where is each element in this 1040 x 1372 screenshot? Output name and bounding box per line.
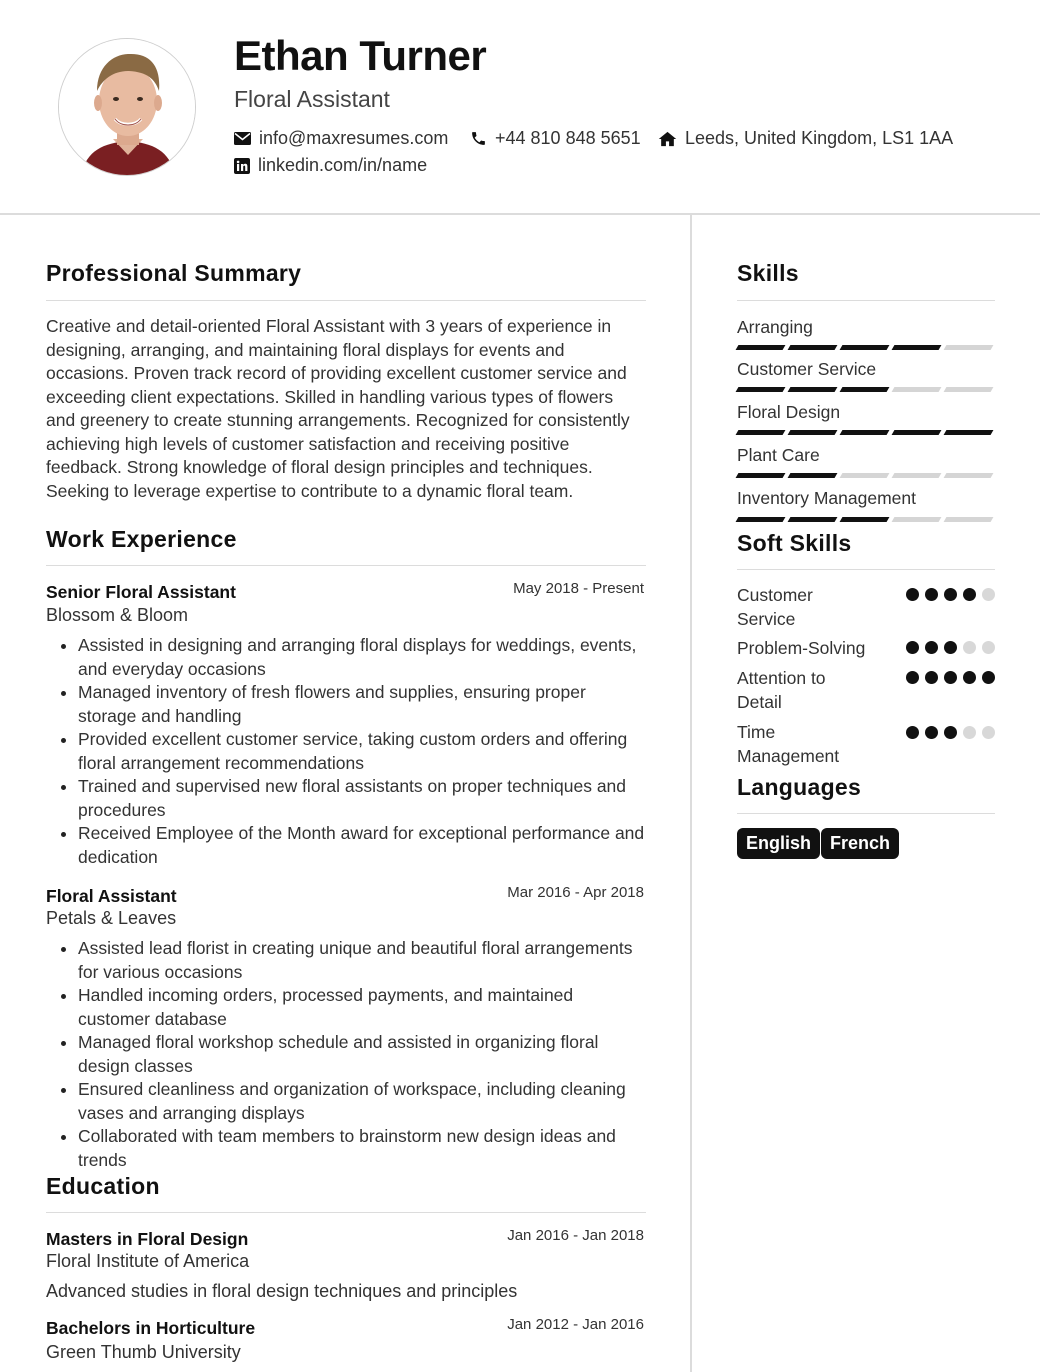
skill-level-segment: [892, 345, 942, 350]
skill-level-segment: [736, 473, 786, 478]
skill-level-bar: [737, 517, 992, 522]
skill-level-bar: [737, 345, 992, 350]
rating-dot: [944, 671, 957, 684]
envelope-icon: [234, 132, 251, 145]
education-heading: Education: [46, 1173, 160, 1199]
rating-dot: [925, 588, 938, 601]
phone-icon: [470, 130, 487, 147]
resume-header: [0, 0, 1040, 215]
list-item: Assisted lead florist in creating unique and beautiful floral arrangements for various occasions: [46, 937, 646, 984]
rating-dot: [982, 671, 995, 684]
skill-level-segment: [788, 345, 838, 350]
education-dates: Jan 2012 - Jan 2016: [507, 1316, 644, 1333]
rating-dot: [982, 726, 995, 739]
job-org: Blossom & Bloom: [46, 605, 189, 625]
summary-text: Creative and detail-oriented Floral Assistant with 3 years of experience in designing, arranging, and maintaining floral displays for events and occasions. Proven track record of providing excellent customer service and exceeding client expectations. Skilled in handling various types of flowers and greenery to create stunning arrangements. Recognized for consistently achieving high levels of customer satisfaction and receiving positive feedback. Strong knowledge of floral design principles and techniques. Seeking to leverage expertise to contribute to a dynamic floral team.: [46, 316, 630, 501]
skill-level-segment: [788, 517, 838, 522]
skill-level-segment: [840, 345, 890, 350]
experience-rule: [46, 565, 646, 566]
linkedin-text: linkedin.com/in/name: [258, 155, 428, 175]
rating-dot: [944, 641, 957, 654]
skill-level-segment: [840, 387, 890, 392]
job-bullets: [46, 634, 646, 869]
skill-level-segment: [892, 387, 942, 392]
soft-skill-rating: [906, 671, 995, 684]
skill-level-segment: [944, 430, 994, 435]
rating-dot: [963, 588, 976, 601]
job-dates: May 2018 - Present: [513, 580, 644, 597]
experience-heading: Work Experience: [46, 526, 237, 552]
list-item: Handled incoming orders, processed payments, and maintained customer database: [46, 984, 646, 1031]
email-text: info@maxresumes.com: [259, 128, 449, 148]
rating-dot: [906, 588, 919, 601]
degree-title: Bachelors in Horticulture: [46, 1318, 256, 1338]
skill-level-bar: [737, 473, 992, 478]
list-item: Trained and supervised new floral assistants on proper techniques and procedures: [46, 775, 646, 822]
languages-rule: [737, 813, 995, 814]
skill-level-segment: [944, 517, 994, 522]
rating-dot: [963, 671, 976, 684]
school-name: Floral Institute of America: [46, 1251, 250, 1271]
rating-dot: [906, 671, 919, 684]
skill-level-segment: [944, 387, 994, 392]
list-item: Managed inventory of fresh flowers and supplies, ensuring proper storage and handling: [46, 681, 646, 728]
education-dates: Jan 2016 - Jan 2018: [507, 1227, 644, 1244]
soft-skills-rule: [737, 569, 995, 570]
skill-level-bar: [737, 387, 992, 392]
education-rule: [46, 1212, 646, 1213]
email-contact[interactable]: [234, 128, 448, 149]
job-title: Floral Assistant: [46, 886, 177, 906]
rating-dot: [906, 641, 919, 654]
soft-skill-rating: [906, 641, 995, 654]
avatar: [58, 38, 196, 176]
language-badge: French: [821, 828, 899, 859]
list-item: Provided excellent customer service, taking custom orders and offering floral arrangement recommendations: [46, 728, 646, 775]
skill-level-segment: [736, 517, 786, 522]
soft-skill-rating: [906, 588, 995, 601]
languages-heading: Languages: [737, 774, 862, 800]
job-org: Petals & Leaves: [46, 908, 177, 928]
rating-dot: [963, 641, 976, 654]
skill-level-segment: [892, 430, 942, 435]
skills-heading: Skills: [737, 260, 799, 286]
rating-dot: [944, 726, 957, 739]
job-bullets: [46, 937, 646, 1172]
rating-dot: [944, 588, 957, 601]
degree-title: Masters in Floral Design: [46, 1229, 249, 1249]
location-contact: [658, 128, 953, 149]
skill-level-segment: [788, 473, 838, 478]
list-item: Collaborated with team members to brainstorm new design ideas and trends: [46, 1125, 646, 1172]
list-item: Ensured cleanliness and organization of workspace, including cleaning vases and arranging displays: [46, 1078, 646, 1125]
soft-skill-name: Customer Service: [737, 585, 813, 629]
skill-name: Arranging: [737, 317, 813, 337]
skill-level-segment: [944, 473, 994, 478]
skill-level-segment: [788, 387, 838, 392]
skill-level-segment: [840, 430, 890, 435]
home-icon: [658, 131, 677, 147]
soft-skill-name: Time Management: [737, 722, 840, 766]
candidate-name: Ethan Turner: [234, 32, 487, 79]
skill-level-segment: [788, 430, 838, 435]
skill-level-bar: [737, 430, 992, 435]
skills-rule: [737, 300, 995, 301]
skill-level-segment: [892, 473, 942, 478]
rating-dot: [982, 588, 995, 601]
summary-heading: Professional Summary: [46, 260, 302, 286]
list-item: Managed floral workshop schedule and assisted in organizing floral design classes: [46, 1031, 646, 1078]
skill-name: Inventory Management: [737, 488, 916, 508]
skill-level-segment: [736, 387, 786, 392]
skill-level-segment: [840, 473, 890, 478]
soft-skills-heading: Soft Skills: [737, 530, 852, 556]
list-item: Received Employee of the Month award for exceptional performance and dedication: [46, 822, 646, 869]
rating-dot: [906, 726, 919, 739]
skill-level-segment: [736, 430, 786, 435]
location-text: Leeds, United Kingdom, LS1 1AA: [685, 128, 954, 148]
rating-dot: [925, 641, 938, 654]
job-dates: Mar 2016 - Apr 2018: [507, 884, 644, 901]
education-description: Advanced studies in floral design techniques and principles: [46, 1281, 518, 1301]
soft-skill-name: Problem-Solving: [737, 638, 866, 658]
linkedin-contact[interactable]: [234, 155, 427, 176]
skill-level-segment: [840, 517, 890, 522]
rating-dot: [982, 641, 995, 654]
soft-skill-name: Attention to Detail: [737, 668, 826, 712]
school-name: Green Thumb University: [46, 1342, 241, 1362]
soft-skill-rating: [906, 726, 995, 739]
column-divider: [690, 215, 692, 1372]
skill-level-segment: [892, 517, 942, 522]
list-item: Assisted in designing and arranging floral displays for weddings, events, and everyday occasions: [46, 634, 646, 681]
skill-name: Floral Design: [737, 402, 841, 422]
language-badge: English: [737, 828, 820, 859]
skill-level-segment: [736, 345, 786, 350]
job-title: Senior Floral Assistant: [46, 582, 236, 602]
skill-level-segment: [944, 345, 994, 350]
skill-name: Customer Service: [737, 359, 877, 379]
phone-text: +44 810 848 5651: [495, 128, 641, 148]
skill-name: Plant Care: [737, 445, 820, 465]
rating-dot: [925, 726, 938, 739]
candidate-role: Floral Assistant: [234, 86, 390, 112]
summary-rule: [46, 300, 646, 301]
rating-dot: [925, 671, 938, 684]
rating-dot: [963, 726, 976, 739]
linkedin-icon: [234, 158, 250, 174]
phone-contact[interactable]: [470, 128, 641, 149]
